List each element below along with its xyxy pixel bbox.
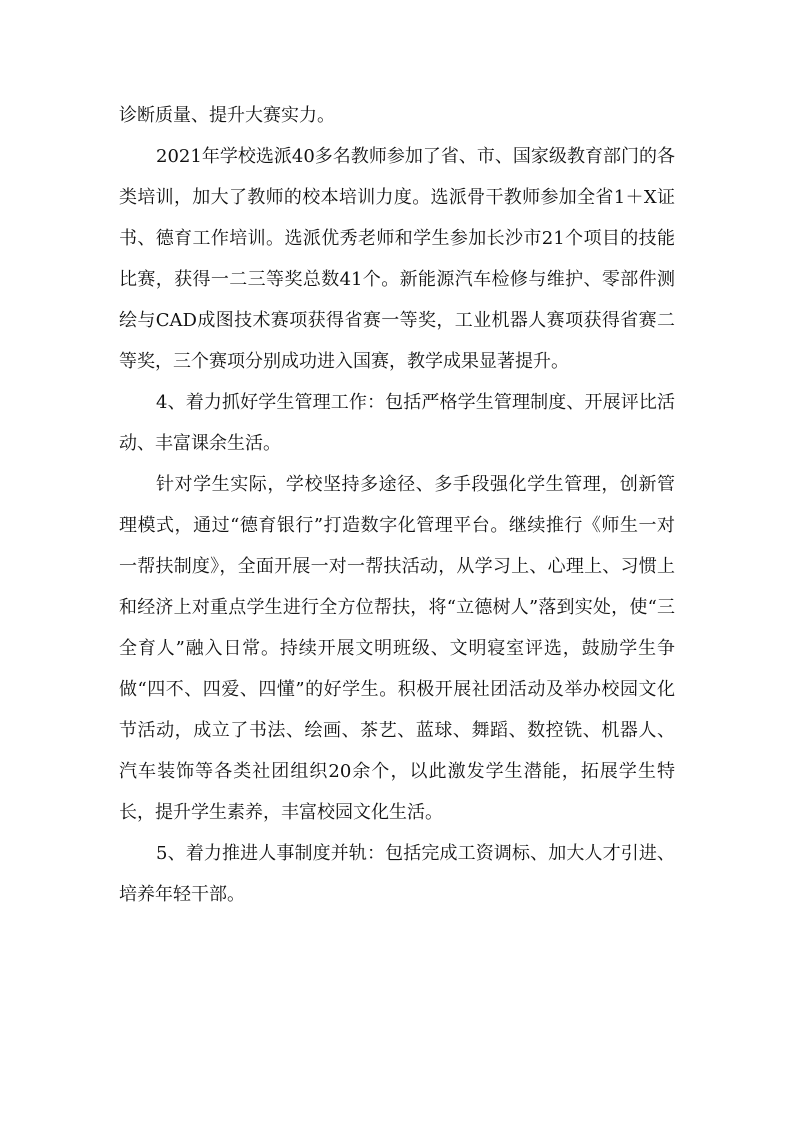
paragraph-heading-personnel-system: 5、着力推进人事制度并轨：包括完成工资调标、加大人才引进、培养年轻干部。 (119, 843, 675, 905)
paragraph-teacher-training: 2021年学校选派40多名教师参加了省、市、国家级教育部门的各类培训，加大了教师的校本培训力度。选派骨干教师参加全省1＋X证书、德育工作培训。选派优秀老师和学生参加长沙市21个项目的技能比赛，获得一二三等奖总数41个。新能源汽车检修与维护、零部件测绘与CAD成图技术赛项获得省赛一等奖，工业机器人赛项获得省赛二等奖，三个赛项分别成功进入国赛，教学成果显著提升。 (119, 146, 675, 372)
paragraph-heading-student-management: 4、着力抓好学生管理工作：包括严格学生管理制度、开展评比活动、丰富课余生活。 (119, 392, 675, 454)
paragraph-student-management: 针对学生实际，学校坚持多途径、多手段强化学生管理，创新管理模式，通过“德育银行”打造数字化管理平台。继续推行《师生一对一帮扶制度》，全面开展一对一帮扶活动，从学习上、心理上、习惯上和经济上对重点学生进行全方位帮扶，将“立德树人”落到实处，使“三全育人”融入日常。持续开展文明班级、文明寝室评选，鼓励学生争做“四不、四爱、四懂”的好学生。积极开展社团活动及举办校园文化节活动，成立了书法、绘画、茶艺、蓝球、舞蹈、数控铣、机器人、汽车装饰等各类社团组织20余个，以此激发学生潜能，拓展学生特长，提升学生素养，丰富校园文化生活。 (119, 474, 675, 823)
document-body (119, 95, 675, 915)
paragraph-continuation: 诊断质量、提升大赛实力。 (119, 105, 335, 126)
